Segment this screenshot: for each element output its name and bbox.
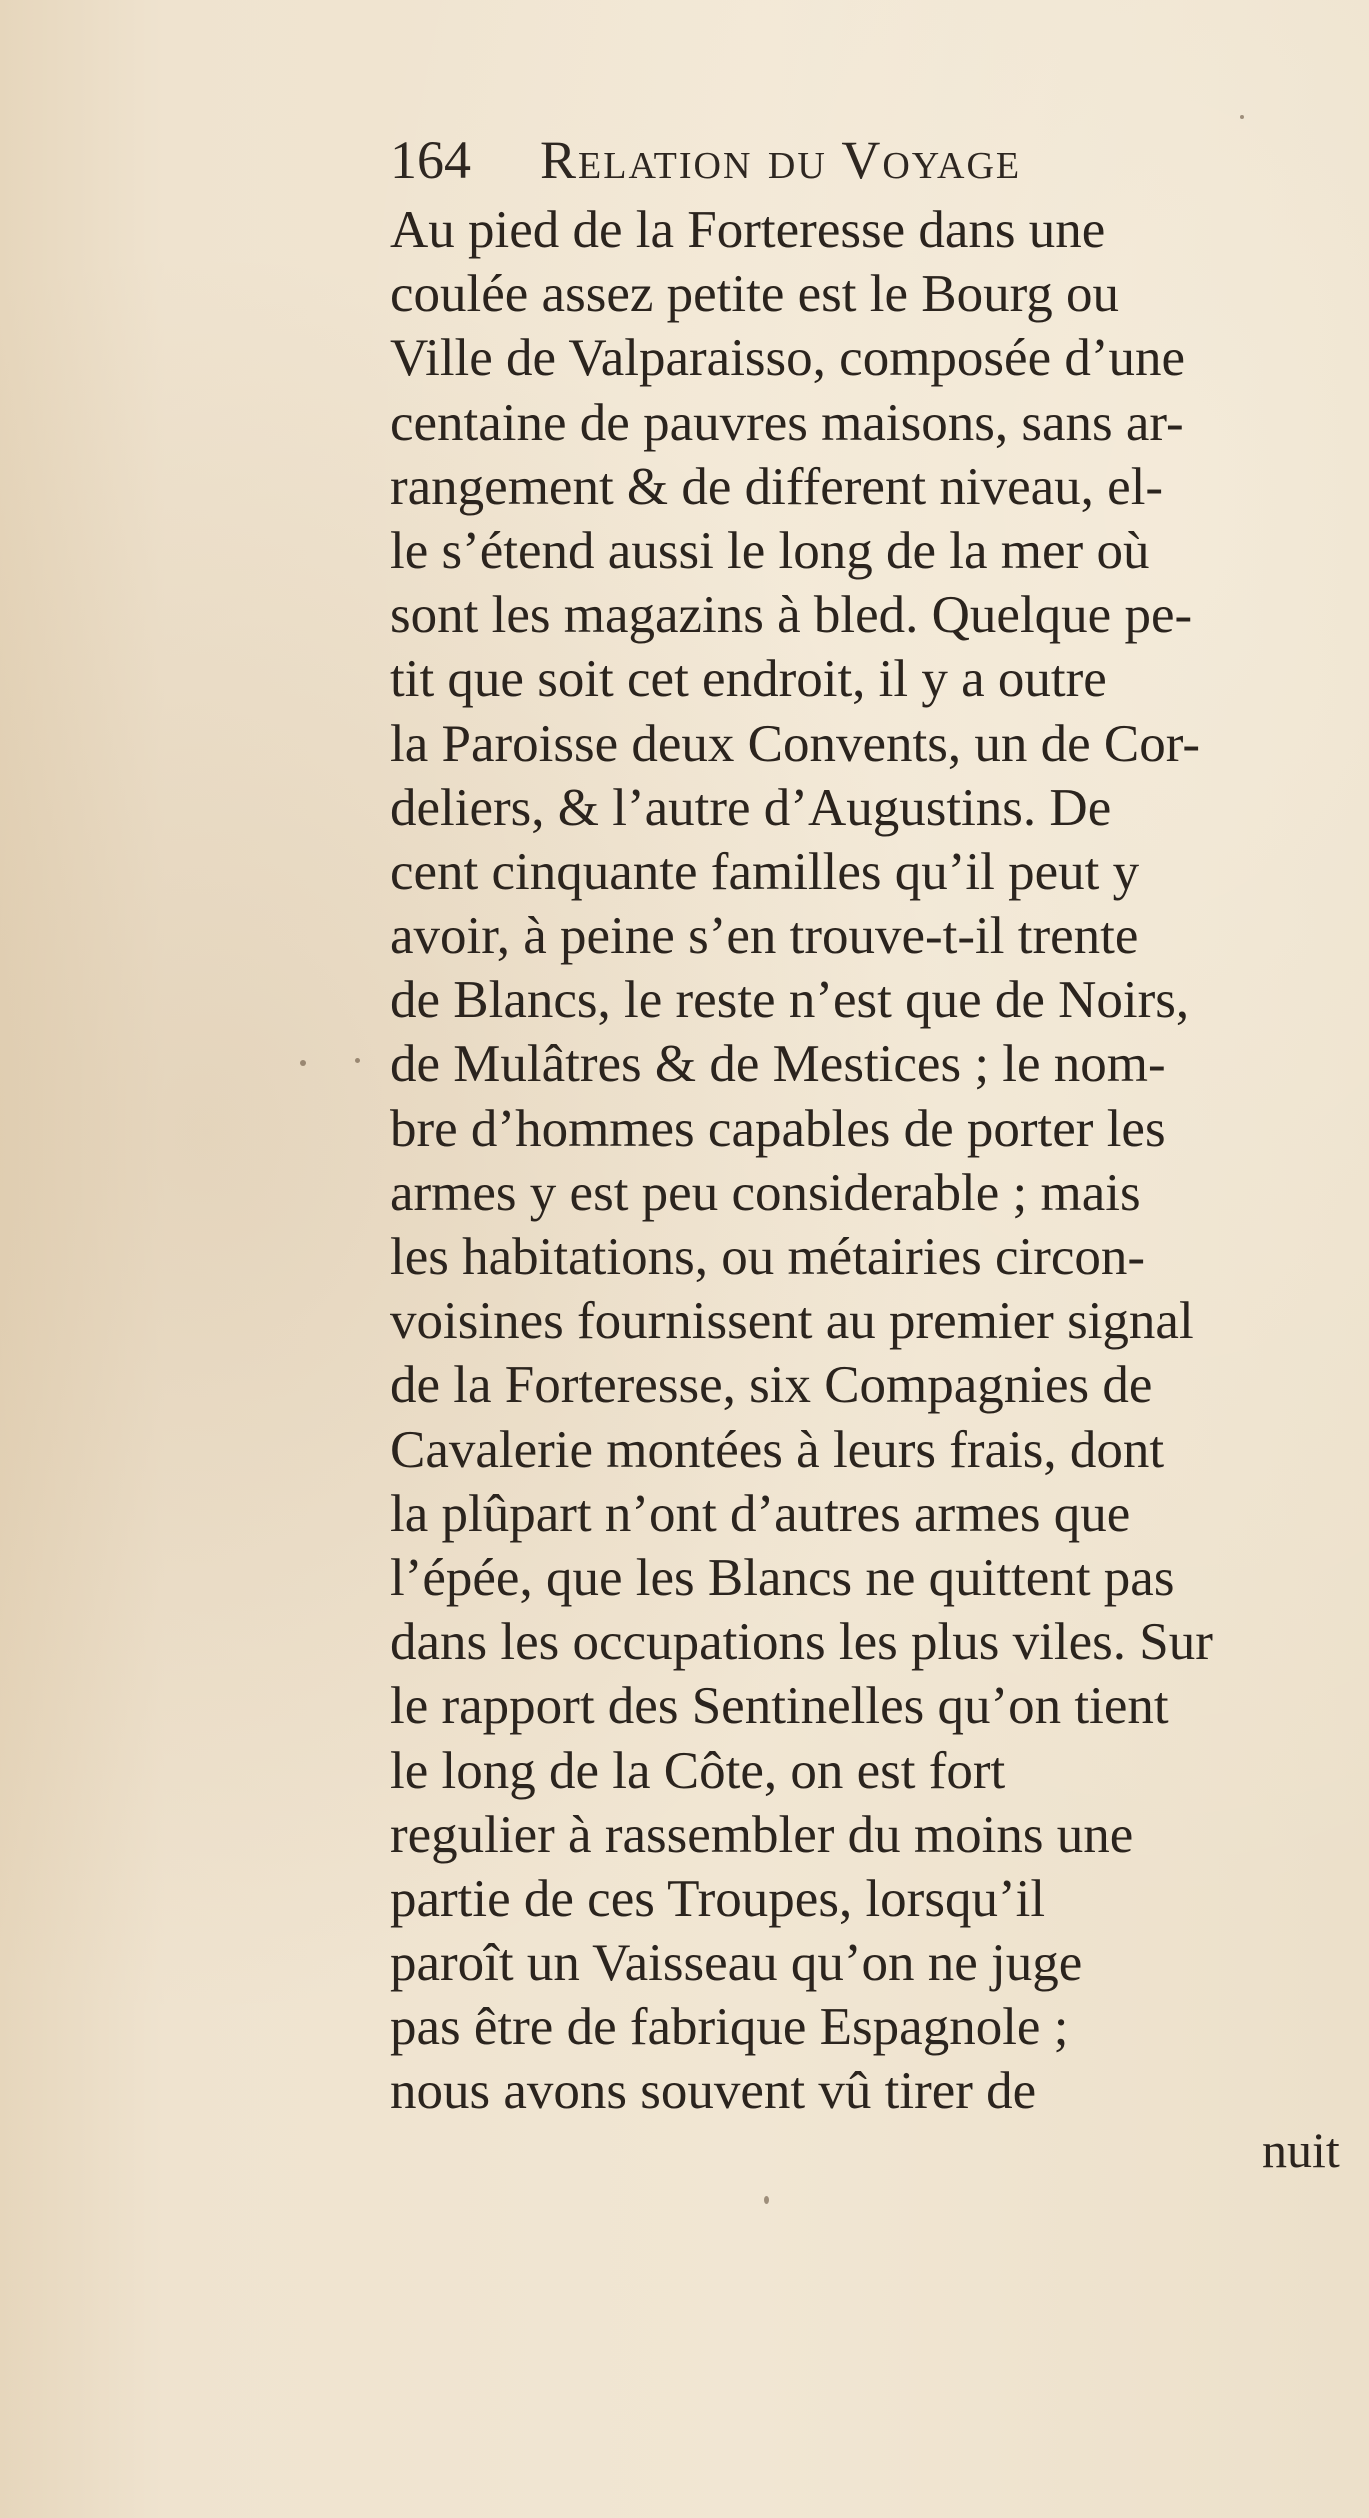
text-line: regulier à rassembler du moins une	[390, 1805, 1134, 1864]
text-line: Cavalerie montées à leurs frais, dont	[390, 1420, 1165, 1479]
body-text	[390, 198, 1350, 2124]
text-line: tit que soit cet endroit, il y a outre	[390, 650, 1107, 709]
text-line: sont les magazins à bled. Quelque pe-	[390, 586, 1193, 645]
text-line: bre d’hommes capables de porter les	[390, 1099, 1166, 1158]
text-line: deliers, & l’autre d’Augustins. De	[390, 778, 1112, 837]
text-line: paroît un Vaisseau qu’on ne juge	[390, 1934, 1083, 1993]
text-line: nous avons souvent vû tirer de	[390, 2062, 1037, 2121]
text-line: dans les occupations les plus viles. Sur	[390, 1613, 1213, 1672]
text-line: rangement & de different niveau, el-	[390, 457, 1164, 516]
text-line: le rapport des Sentinelles qu’on tient	[390, 1677, 1169, 1736]
text-line: de Blancs, le reste n’est que de Noirs,	[390, 971, 1190, 1030]
text-line: centaine de pauvres maisons, sans ar-	[390, 393, 1184, 452]
text-line: la plûpart n’ont d’autres armes que	[390, 1484, 1131, 1543]
text-line: coulée assez petite est le Bourg ou	[390, 265, 1120, 324]
text-line: cent cinquante familles qu’il peut y	[390, 842, 1140, 901]
running-head: Relation du Voyage	[540, 130, 1022, 190]
text-line: pas être de fabrique Espagnole ;	[390, 1998, 1069, 2057]
text-line: les habitations, ou métairies circon-	[390, 1228, 1146, 1286]
paper-speck	[1240, 115, 1244, 119]
text-line: la Paroisse deux Convents, un de Cor-	[390, 714, 1201, 773]
page-header	[390, 118, 1240, 198]
catchword: nuit	[1262, 2122, 1340, 2178]
text-line: de la Forteresse, six Compagnies de	[390, 1356, 1153, 1415]
text-line: de Mulâtres & de Mestices ; le nom-	[390, 1035, 1166, 1094]
text-line: l’épée, que les Blancs ne quittent pas	[390, 1548, 1175, 1607]
text-line: avoir, à peine s’en trouve-t-il trente	[390, 907, 1139, 966]
text-line: partie de ces Troupes, lorsqu’il	[390, 1869, 1046, 1928]
page-number: 164	[390, 130, 471, 190]
paper-speck	[300, 1060, 306, 1066]
paper-speck	[764, 2196, 769, 2204]
text-line: le s’étend aussi le long de la mer où	[390, 521, 1150, 580]
paper-speck	[355, 1058, 360, 1063]
text-line: voisines fournissent au premier signal	[390, 1292, 1194, 1351]
text-line: armes y est peu considerable ; mais	[390, 1163, 1141, 1222]
text-line: Au pied de la Forteresse dans une	[390, 201, 1106, 259]
text-line: le long de la Côte, on est fort	[390, 1741, 1006, 1800]
text-line: Ville de Valparaisso, composée d’une	[390, 329, 1186, 388]
